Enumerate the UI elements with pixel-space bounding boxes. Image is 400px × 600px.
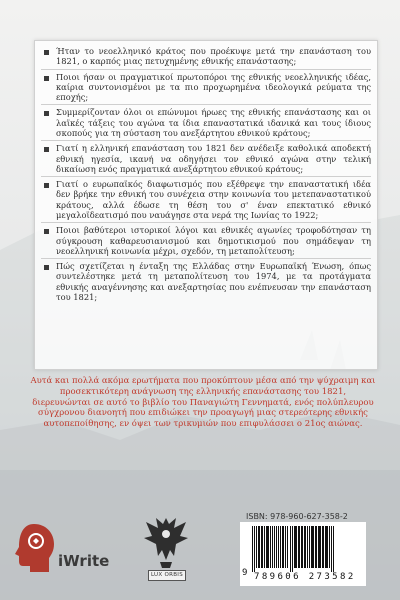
iwrite-logo <box>12 520 110 580</box>
barcode-bar <box>261 526 263 568</box>
imprint-tag: LUX ORBIS <box>148 570 186 581</box>
barcode-digits: 789606 273582 <box>254 572 356 582</box>
barcode-bar <box>322 526 324 568</box>
question-text: Πώς σχετίζεται η ένταξη της Ελλάδας στην Ευρωπαϊκή Ένωση, όπως συντελέστηκε μετά τη μεταπολίτευση του 1974, με τα προτάγματα εθνικής αναγέννησης και ανεξαρτησίας που ενέπνευσαν την επανάσταση του 1821; <box>56 261 371 302</box>
barcode-bar <box>294 526 297 568</box>
barcode-bar <box>252 526 253 572</box>
list-item <box>41 105 371 141</box>
barcode-lead-digit: 9 <box>242 568 248 578</box>
barcode-bar <box>287 526 288 568</box>
bullet-icon <box>44 147 49 152</box>
barcode-bar <box>258 526 260 568</box>
publisher-brand: iWrite <box>58 552 110 570</box>
barcode-bar <box>274 526 275 568</box>
list-item <box>41 141 371 177</box>
barcode-bar <box>292 526 293 572</box>
bullet-icon <box>44 183 49 188</box>
barcode-bar <box>325 526 328 568</box>
head-silhouette-icon <box>12 520 58 576</box>
lux-orbis-logo <box>140 512 192 584</box>
barcode-bar <box>307 526 308 568</box>
barcode-bar <box>331 526 332 572</box>
question-text: Ποιοι βαθύτεροι ιστορικοί λόγοι και εθνικές αγωνίες τροφοδότησαν τη σύγκρουση καθαρευσιανισμού και δημοτικισμού που σημάδεψαν τη νεοελληνική κοινωνία μέχρι, σχεδόν, τη μεταπολίτευση; <box>56 225 371 256</box>
question-text: Ήταν το νεοελληνικό κράτος που προέκυψε μετά την επανάσταση του 1821, ο καρπός μιας πετυχημένης εθνικής επανάστασης; <box>56 46 371 67</box>
isbn-label: ISBN: 978-960-627-358-2 <box>246 512 348 521</box>
barcode-bar <box>282 526 284 568</box>
list-item <box>41 177 371 223</box>
eagle-emblem-icon <box>140 512 192 570</box>
summary-paragraph: Αυτά και πολλά ακόμα ερωτήματα που προκύπτουν μέσα από την ψύχραιμη και προσεκτικότερη ανάγνωση της ελληνικής επανάστασης του 1821, διερευνώνται σε αυτό το βιβλίο του Παναγιώτη Γεννηματά, ενός πολύπλευρου σύγχρονου διανοητή που επιδιώκει την προαγωγή μιας στερεότερης εθνικής αυτοπεποίθησης, εν όψει των τρικυμιών που επιφυλάσσει ο 21ος αιώνας. <box>30 376 376 430</box>
bullet-icon <box>44 229 49 234</box>
barcode-bar <box>290 526 291 572</box>
barcode-bar <box>298 526 300 568</box>
bullet-icon <box>44 111 49 116</box>
list-item <box>41 70 371 106</box>
bullet-icon <box>44 76 49 81</box>
barcode-bar <box>266 526 269 568</box>
barcode <box>240 522 366 586</box>
barcode-bar <box>270 526 271 568</box>
barcode-bar <box>272 526 273 568</box>
barcode-bar <box>333 526 334 572</box>
barcode-bar <box>278 526 279 568</box>
barcode-bar <box>309 526 310 568</box>
barcode-bar <box>280 526 281 568</box>
question-text: Ποιοι ήσαν οι πραγματικοί πρωτοπόροι της εθνικής νεοελληνικής ιδέας, καίρια συντονισμένοι με τα πιο προχωρημένα ιδεολογικά ρεύματα της εποχής; <box>56 71 371 103</box>
question-text: Συμμερίζονταν όλοι οι επώνυμοι ήρωες της εθνικής επανάστασης και οι λαϊκές τάξεις του αγώνα τα ίδια επαναστατικά ιδανικά και τους ίδιους σκοπούς για τη σύσταση του ανεξάρτητου εθνικού κράτους; <box>56 107 371 138</box>
barcode-bar <box>264 526 265 568</box>
barcode-bar <box>318 526 321 568</box>
question-text: Γιατί ο ευρωπαϊκός διαφωτισμός που εξέθρεψε την επαναστατική ιδέα δεν βρήκε την εθνική του συνέχεια στην κοινωνία του μετεπαναστατικού κράτους, αλλά έδωσε τη θέση του σ' έναν επεκτατικό εθνικό μεγαλοϊδεατισμό που ναυάγησε στα νερά της Ιωνίας το 1922; <box>56 179 371 220</box>
barcode-bar <box>256 526 257 568</box>
list-item <box>41 223 371 259</box>
barcode-bar <box>285 526 286 568</box>
list-item <box>41 44 371 70</box>
barcode-bar <box>315 526 317 568</box>
barcode-bar <box>304 526 306 568</box>
barcode-bar <box>254 526 255 572</box>
questions-list <box>41 44 371 304</box>
list-item <box>41 259 371 304</box>
bullet-icon <box>44 50 49 55</box>
bullet-icon <box>44 265 49 270</box>
barcode-bars <box>252 526 356 572</box>
barcode-bar <box>301 526 303 568</box>
barcode-bar <box>311 526 314 568</box>
barcode-bar <box>329 526 330 568</box>
question-text: Γιατί η ελληνική επανάσταση του 1821 δεν ανέδειξε καθολικά αποδεκτή εθνική ηγεσία, ικανή να οδηγήσει τον εθνικό αγώνα στην τελική δικαίωση ενός πραγματικά ανεξάρτητου εθνικού κράτους; <box>56 143 371 174</box>
barcode-bar <box>276 526 277 568</box>
questions-panel <box>34 40 378 370</box>
